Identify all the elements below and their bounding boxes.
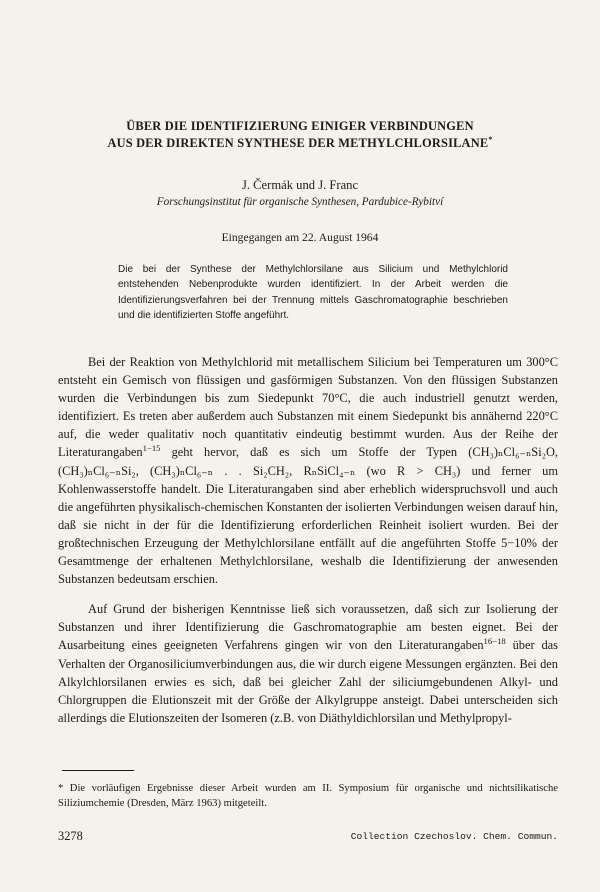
title-footnote-mark: * (488, 134, 493, 144)
article-body (58, 353, 558, 727)
title-line-1: ÜBER DIE IDENTIFIZIERUNG EINIGER VERBINDUNGEN (126, 119, 474, 133)
citation-ref: 16−18 (483, 636, 506, 647)
footnote-divider (62, 770, 134, 771)
title-line-2: AUS DER DIREKTEN SYNTHESE DER METHYLCHLORSILANE (107, 136, 489, 150)
citation-ref: 1−15 (142, 443, 161, 454)
paragraph-2-text-a: Auf Grund der bisherigen Kenntnisse ließ sich voraussetzen, daß sich zur Isolierung der Substanzen und ihrer Identifizierung die Gaschromatographie am besten eignet. Bei der Ausarbeitung eines geeigneten Verfahrens gingen wir von den Literaturangaben (58, 602, 558, 653)
paragraph-2-text-b: über das Verhalten der Organosiliciumverbindungen aus, die wir durch eigene Messungen ergänzten. Bei den Alkylchlorsilanen erwies es sich, daß bei gleicher Zahl der siliciumgebundenen Alkyl- und Chlorgruppen die Elutionszeit mit der Größe der Alkylgruppe ansteigt. Dabei unterscheiden sich allerdings die Elutionszeiten der Isomeren (z.B. von Diäthyldichlorsilan und Methylpropyl- (58, 638, 558, 725)
article-title (60, 118, 540, 152)
journal-name: Collection Czechoslov. Chem. Commun. (350, 831, 558, 842)
authors: J. Čermák und J. Franc (241, 178, 359, 192)
page-number: 3278 (58, 829, 83, 843)
paragraph-1-text-a: Bei der Reaktion von Methylchlorid mit metallischem Silicium bei Temperaturen um 300°C entsteht ein Gemisch von flüssigen und gasförmigen Substanzen. Von den flüssigen Substanzen wurden die Verbindungen bis zum Siedepunkt 70°C, die auch industriell genutzt werden, identifiziert. Es treten aber außerdem auch Substanzen mit einem Siedepunkt bis annähernd 220°C auf, die weder qualitativ noch quantitativ eindeutig bestimmt wurden. Aus der Reihe der Literaturangaben (58, 355, 558, 460)
paragraph-1-text-b: geht hervor, daß es sich um Stoffe der Typen (CH₃)ₙCl₆₋ₙSi₂O, (CH₃)ₙCl₆₋ₙSi₂, (CH₃)ₙCl₆₋ₙ . . Si₂CH₂, RₙSiCl₄₋ₙ (wo R > CH₃) und ferner um Kohlenwasserstoffe handelt. Die Literaturangaben sind aber erheblich widerspruchsvoll und auch die angeführten physikalisch-chemischen Konstanten der isolierten Verbindungen weisen darauf hin, daß sie nicht in der für die Identifizierung erforderlichen Reinheit isoliert wurden. Bei der großtechnischen Erzeugung der Methylchlorsilane entfällt auf die angeführten Stoffe 5−10% der Gesamtmenge der erhaltenen Methylchlorsilane, weshalb die Identifizierung der anwesenden Substanzen bedeutsam erschien. (58, 445, 558, 587)
received-date: Eingegangen am 22. August 1964 (221, 231, 379, 244)
abstract: Die bei der Synthese der Methylchlorsilane aus Silicium und Methylchlorid entstehenden Nebenprodukte wurden identifiziert. In der Arbeit werden die Identifizierungsverfahren bei der Trennung mittels Gaschromatographie beschrieben und die identifizierten Stoffe angeführt. (118, 264, 508, 321)
institute: Forschungsinstitut für organische Synthesen, Pardubice-Rybitví (156, 196, 444, 208)
paragraph-1 (58, 353, 558, 588)
footnote: * Die vorläufigen Ergebnisse dieser Arbeit wurden am II. Symposium für organische und nichtsilikatische Siliziumchemie (Dresden, März 1963) mitgeteilt. (58, 783, 558, 809)
paragraph-2 (58, 600, 558, 727)
